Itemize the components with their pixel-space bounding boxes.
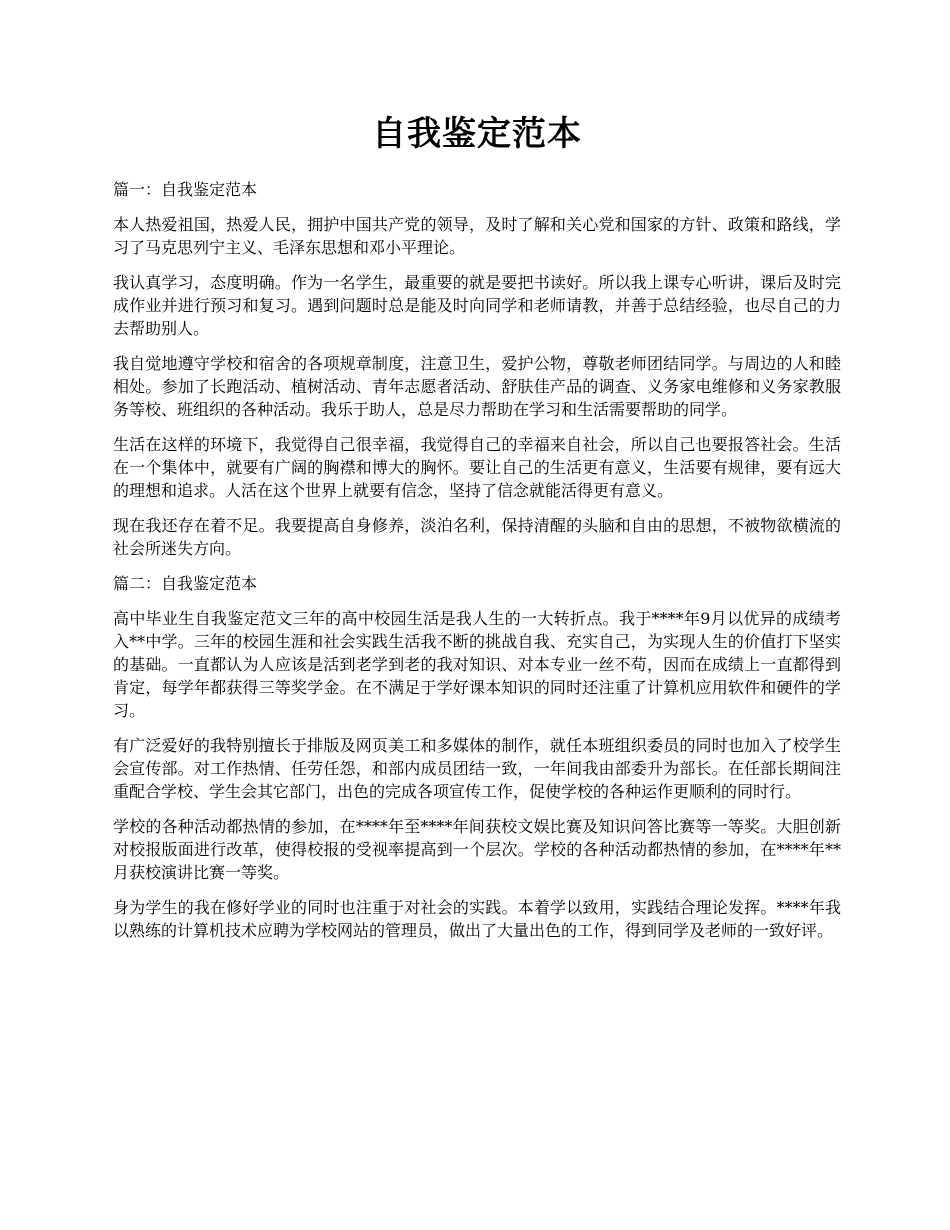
- document-title: 自我鉴定范本: [372, 114, 582, 154]
- paragraph: 有广泛爱好的我特别擅长于排版及网页美工和多媒体的制作，就任本班组织委员的同时也加入了校学生会宣传部。对工作热情、任劳任怨，和部内成员团结一致，一年间我由部委升为部长。在任部长期间注重配合学校、学生会其它部门，出色的完成各项宣传工作，促使学校的各种运作更顺利的同时行。: [113, 736, 841, 801]
- paragraph: 本人热爱祖国，热爱人民，拥护中国共产党的领导，及时了解和关心党和国家的方针、政策和路线，学习了马克思列宁主义、毛泽东思想和邓小平理论。: [113, 215, 841, 257]
- section-1: [113, 178, 841, 560]
- section-heading: 篇二：自我鉴定范本: [113, 574, 258, 593]
- paragraph: 生活在这样的环境下，我觉得自己很幸福，我觉得自己的幸福来自社会，所以自己也要报答社会。生活在一个集体中，就要有广阔的胸襟和博大的胸怀。要让自己的生活更有意义，生活要有规律，要有远大的理想和追求。人活在这个世界上就要有信念，坚持了信念就能活得更有意义。: [113, 435, 841, 500]
- paragraph: 我自觉地遵守学校和宿舍的各项规章制度，注意卫生，爱护公物，尊敬老师团结同学。与周边的人和睦相处。参加了长跑活动、植树活动、青年志愿者活动、舒肤佳产品的调查、义务家电维修和义务家教服务等校、班组织的各种活动。我乐于助人，总是尽力帮助在学习和生活需要帮助的同学。: [113, 354, 841, 419]
- document-body: [113, 112, 841, 954]
- paragraph: 我认真学习，态度明确。作为一名学生，最重要的就是要把书读好。所以我上课专心听讲，课后及时完成作业并进行预习和复习。遇到问题时总是能及时向同学和老师请教，并善于总结经验，也尽自己的力去帮助别人。: [113, 273, 841, 338]
- paragraph: 现在我还存在着不足。我要提高自身修养，淡泊名利，保持清醒的头脑和自由的思想，不被物欲横流的社会所迷失方向。: [113, 516, 841, 558]
- paragraph: 学校的各种活动都热情的参加，在****年至****年间获校文娱比赛及知识问答比赛等一等奖。大胆创新对校报版面进行改革，使得校报的受视率提高到一个层次。学校的各种活动都热情的参加，在****年**月获校演讲比赛一等奖。: [113, 817, 841, 882]
- section-2: [113, 572, 841, 942]
- paragraph: 身为学生的我在修好学业的同时也注重于对社会的实践。本着学以致用，实践结合理论发挥。****年我以熟练的计算机技术应聘为学校网站的管理员，做出了大量出色的工作，得到同学及老师的一致好评。: [113, 898, 841, 940]
- paragraph: 高中毕业生自我鉴定范文三年的高中校园生活是我人生的一大转折点。我于****年9月以优异的成绩考入**中学。三年的校园生涯和社会实践生活我不断的挑战自我、充实自己，为实现人生的价值打下坚实的基础。一直都认为人应该是活到老学到老的我对知识、对本专业一丝不苟，因而在成绩上一直都得到肯定，每学年都获得三等奖学金。在不满足于学好课本知识的同时还注重了计算机应用软件和硬件的学习。: [113, 609, 841, 720]
- section-heading: 篇一：自我鉴定范本: [113, 180, 258, 199]
